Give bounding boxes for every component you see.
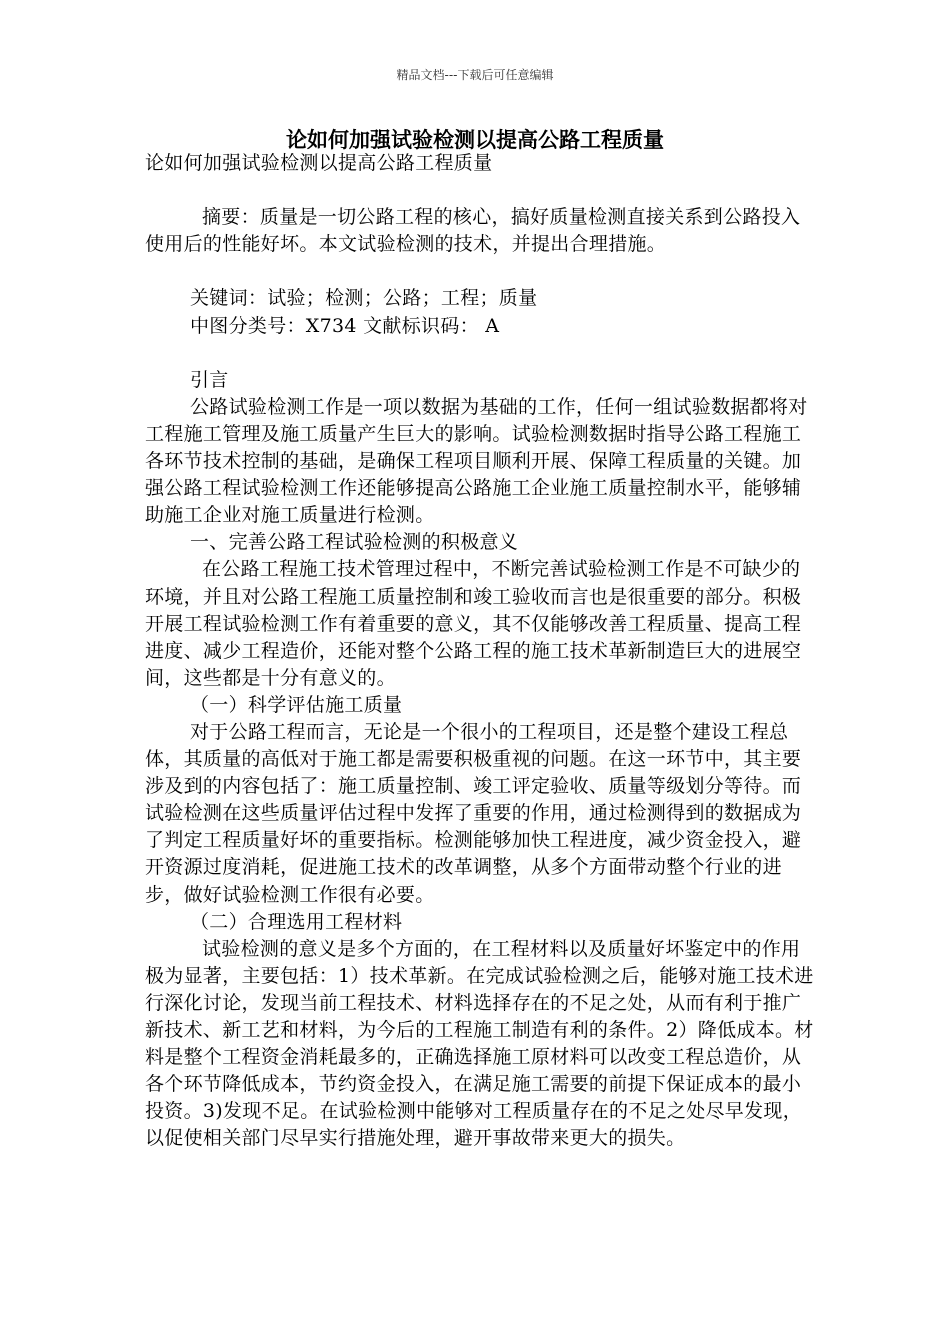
- intro-paragraph: 公路试验检测工作是一项以数据为基础的工作，任何一组试验数据都将对工程施工管理及施工质量产生巨大的影响。试验检测数据时指导公路工程施工各环节技术控制的基础，是确保工程项目顺利开展、保障工程质量的关键。加强公路工程试验检测工作还能够提高公路施工企业施工质量控制水平，能够辅助施工企业对施工质量进行检测。: [145, 395, 808, 527]
- document-body: [145, 150, 815, 1152]
- classification-line: 中图分类号：X734 文献标识码： A: [190, 314, 500, 337]
- sub1-heading: （一）科学评估施工质量: [190, 693, 403, 716]
- sub1-paragraph: 对于公路工程而言，无论是一个很小的工程项目，还是整个建设工程总体，其质量的高低对于施工都是需要积极重视的问题。在这一环节中，其主要涉及到的内容包括了：施工质量控制、竣工评定验收、质量等级划分等待。而试验检测在这些质量评估过程中发挥了重要的作用，通过检测得到的数据成为了判定工程质量好坏的重要指标。检测能够加快工程进度，减少资金投入，避开资源过度消耗，促进施工技术的改革调整，从多个方面带动整个行业的进步，做好试验检测工作很有必要。: [145, 720, 802, 906]
- sub2-heading: （二）合理选用工程材料: [190, 910, 403, 933]
- keywords-line: 关键词：试验；检测；公路；工程；质量: [190, 287, 538, 310]
- sub2-paragraph: 试验检测的意义是多个方面的，在工程材料以及质量好坏鉴定中的作用极为显著，主要包括：1）技术革新。在完成试验检测之后，能够对施工技术进行深化讨论，发现当前工程技术、材料选择存在的不足之处，从而有利于推广新技术、新工艺和材料，为今后的工程施工制造有利的条件。2）降低成本。材料是整个工程资金消耗最多的，正确选择施工原材料可以改变工程总造价，从各个环节降低成本，节约资金投入，在满足施工需要的前提下保证成本的最小投资。3)发现不足。在试验检测中能够对工程质量存在的不足之处尽早发现，以促使相关部门尽早实行措施处理，避开事故带来更大的损失。: [145, 937, 814, 1150]
- abstract-paragraph: 摘要：质量是一切公路工程的核心，搞好质量检测直接关系到公路投入使用后的性能好坏。本文试验检测的技术，并提出合理措施。: [145, 206, 801, 256]
- section1-heading: 一、完善公路工程试验检测的积极意义: [190, 531, 519, 554]
- document-title: 论如何加强试验检测以提高公路工程质量: [286, 128, 664, 152]
- subtitle: 论如何加强试验检测以提高公路工程质量: [145, 152, 493, 174]
- page-header: 精品文档---下载后可任意编辑: [396, 68, 554, 82]
- section1-paragraph: 在公路工程施工技术管理过程中，不断完善试验检测工作是不可缺少的环境，并且对公路工程施工质量控制和竣工验收而言也是很重要的部分。积极开展工程试验检测工作有着重要的意义，其不仅能够改善工程质量、提高工程进度、减少工程造价，还能对整个公路工程的施工技术革新制造巨大的进展空间，这些都是十分有意义的。: [145, 558, 802, 689]
- intro-heading: 引言: [190, 368, 229, 391]
